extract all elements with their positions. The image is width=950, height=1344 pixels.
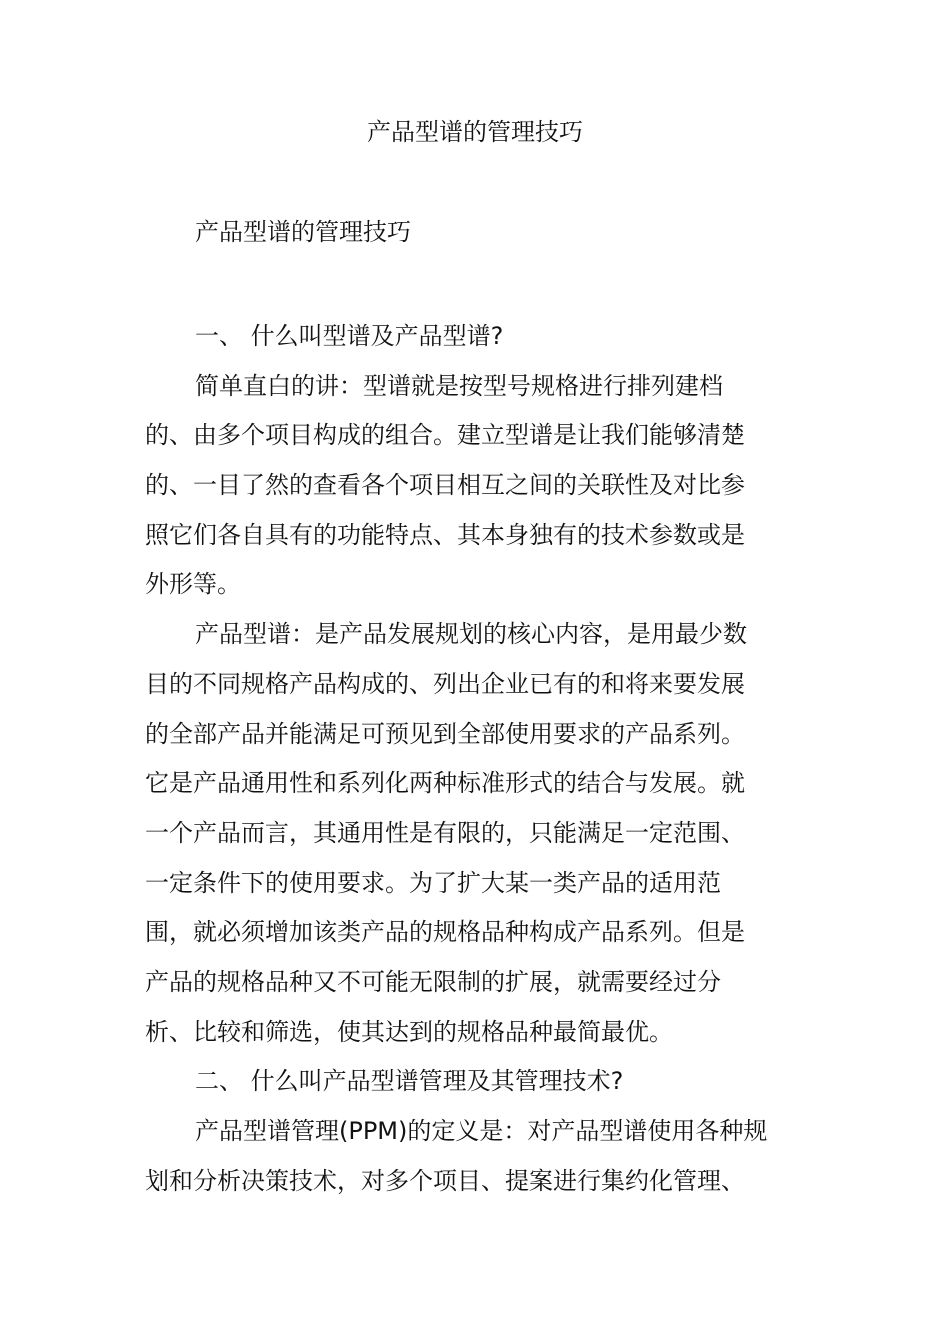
- document-body: [145, 312, 800, 1206]
- document-title: 产品型谱的管理技巧: [367, 118, 583, 146]
- paragraph-line: 产品型谱管理(PPM)的定义是：对产品型谱使用各种规: [195, 1117, 768, 1145]
- section-heading: 一、 什么叫型谱及产品型谱?: [195, 322, 504, 350]
- paragraph-line: 产品的规格品种又不可能无限制的扩展，就需要经过分: [145, 967, 721, 996]
- paragraph-line: 照它们各自具有的功能特点、其本身独有的技术参数或是: [145, 520, 745, 549]
- paragraph-line: 它是产品通用性和系列化两种标准形式的结合与发展。就: [145, 769, 745, 798]
- paragraph-line: 产品型谱：是产品发展规划的核心内容，是用最少数: [195, 620, 747, 649]
- paragraph-line: 划和分析决策技术，对多个项目、提案进行集约化管理、: [145, 1166, 745, 1195]
- paragraph-line: 的、由多个项目构成的组合。建立型谱是让我们能够清楚: [145, 421, 745, 450]
- paragraph-line: 的、一目了然的查看各个项目相互之间的关联性及对比参: [145, 471, 745, 500]
- paragraph-line: 的全部产品并能满足可预见到全部使用要求的产品系列。: [145, 719, 745, 748]
- paragraph-line: 外形等。: [145, 570, 241, 599]
- paragraph-line: 简单直白的讲：型谱就是按型号规格进行排列建档: [195, 371, 723, 400]
- paragraph-line: 目的不同规格产品构成的、列出企业已有的和将来要发展: [145, 669, 745, 698]
- paragraph-line: 一定条件下的使用要求。为了扩大某一类产品的适用范: [145, 868, 721, 897]
- paragraph-line: 析、比较和筛选，使其达到的规格品种最简最优。: [145, 1017, 673, 1046]
- document-subtitle: 产品型谱的管理技巧: [195, 218, 411, 246]
- paragraph-line: 一个产品而言，其通用性是有限的，只能满足一定范围、: [145, 818, 745, 847]
- paragraph-line: 围，就必须增加该类产品的规格品种构成产品系列。但是: [145, 918, 745, 947]
- section-heading: 二、 什么叫产品型谱管理及其管理技术?: [195, 1067, 624, 1096]
